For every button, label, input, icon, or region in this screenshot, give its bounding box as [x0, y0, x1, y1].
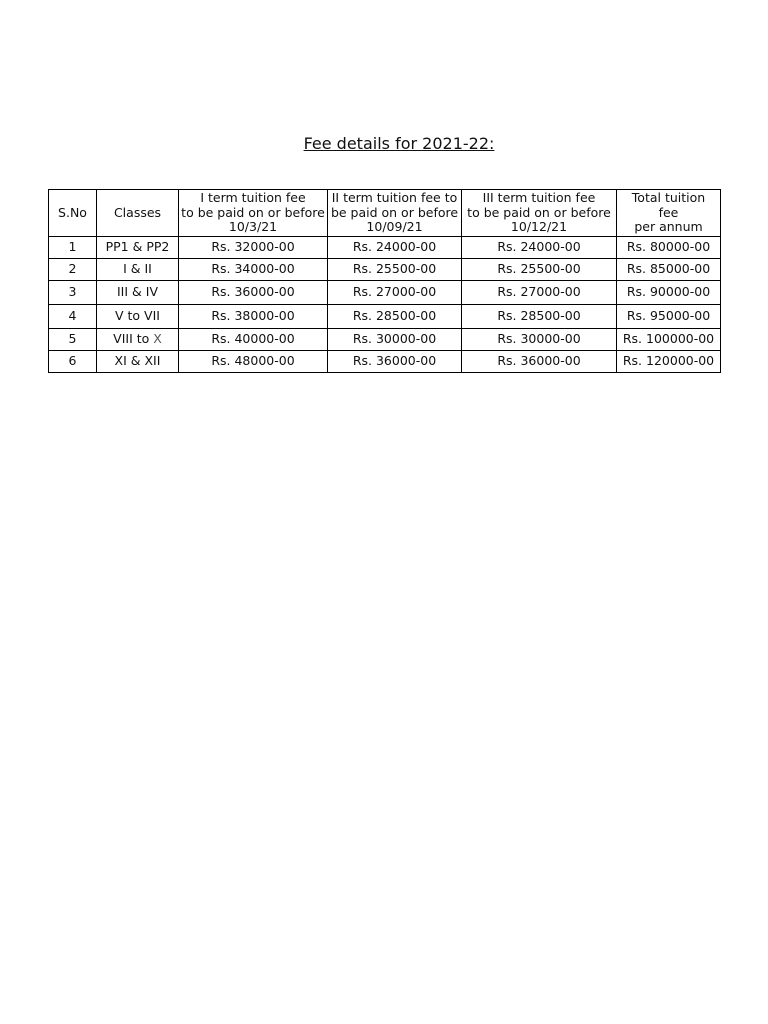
cell-term3-fee: Rs. 25500-00	[462, 259, 617, 281]
header-term3-date: 10/12/21	[510, 219, 568, 235]
header-total-line: Total tuition	[631, 190, 706, 206]
cell-classes-prefix: VIII to	[113, 331, 154, 347]
cell-term3-fee: Rs. 27000-00	[462, 281, 617, 305]
cell-term2-fee: Rs. 27000-00	[328, 281, 462, 305]
cell-classes: XI & XII	[97, 351, 179, 373]
table-row	[49, 237, 721, 259]
cell-total-fee: Rs. 120000-00	[617, 351, 721, 373]
cell-total-fee: Rs. 80000-00	[617, 237, 721, 259]
page-title: Fee details for 2021-22:	[303, 134, 495, 153]
cell-term1-fee: Rs. 34000-00	[179, 259, 328, 281]
header-term1	[179, 190, 328, 237]
header-term2-line: II term tuition fee to	[331, 190, 458, 206]
cell-term2-fee: Rs. 24000-00	[328, 237, 462, 259]
table-row	[49, 329, 721, 351]
header-term1-line: to be paid on or before	[181, 204, 325, 220]
header-term3-line: III term tuition fee	[482, 190, 596, 206]
cell-term2-fee: Rs. 36000-00	[328, 351, 462, 373]
cell-sno: 5	[49, 329, 97, 351]
cell-sno: 1	[49, 237, 97, 259]
header-term3-line: to be paid on or before	[467, 204, 611, 220]
cell-term2-fee: Rs. 25500-00	[328, 259, 462, 281]
cell-term3-fee: Rs. 24000-00	[462, 237, 617, 259]
cell-term3-fee: Rs. 36000-00	[462, 351, 617, 373]
header-term2	[328, 190, 462, 237]
cell-sno: 2	[49, 259, 97, 281]
table-row	[49, 281, 721, 305]
cell-classes	[97, 329, 179, 351]
cell-term2-fee: Rs. 30000-00	[328, 329, 462, 351]
header-term2-line: be paid on or before	[330, 204, 459, 220]
header-total-line: fee	[658, 204, 679, 220]
cell-term3-fee: Rs. 28500-00	[462, 305, 617, 329]
cell-classes-suffix: X	[153, 331, 162, 347]
cell-term2-fee: Rs. 28500-00	[328, 305, 462, 329]
table-row	[49, 259, 721, 281]
fee-table	[48, 189, 721, 373]
header-total-line: per annum	[634, 219, 703, 235]
cell-total-fee: Rs. 90000-00	[617, 281, 721, 305]
cell-term1-fee: Rs. 38000-00	[179, 305, 328, 329]
cell-classes: III & IV	[97, 281, 179, 305]
cell-classes: V to VII	[97, 305, 179, 329]
table-header-row	[49, 190, 721, 237]
cell-term1-fee: Rs. 36000-00	[179, 281, 328, 305]
header-term1-line: I term tuition fee	[200, 190, 306, 206]
header-classes: Classes	[97, 190, 179, 237]
cell-classes: I & II	[97, 259, 179, 281]
cell-total-fee: Rs. 100000-00	[617, 329, 721, 351]
cell-term3-fee: Rs. 30000-00	[462, 329, 617, 351]
table-row	[49, 305, 721, 329]
header-term3	[462, 190, 617, 237]
cell-sno: 4	[49, 305, 97, 329]
cell-term1-fee: Rs. 40000-00	[179, 329, 328, 351]
cell-classes: PP1 & PP2	[97, 237, 179, 259]
cell-sno: 3	[49, 281, 97, 305]
header-total	[617, 190, 721, 237]
cell-term1-fee: Rs. 32000-00	[179, 237, 328, 259]
cell-sno: 6	[49, 351, 97, 373]
cell-term1-fee: Rs. 48000-00	[179, 351, 328, 373]
header-term2-date: 10/09/21	[366, 219, 423, 235]
table-row	[49, 351, 721, 373]
cell-total-fee: Rs. 85000-00	[617, 259, 721, 281]
header-sno: S.No	[49, 190, 97, 237]
cell-total-fee: Rs. 95000-00	[617, 305, 721, 329]
header-term1-date: 10/3/21	[228, 219, 278, 235]
